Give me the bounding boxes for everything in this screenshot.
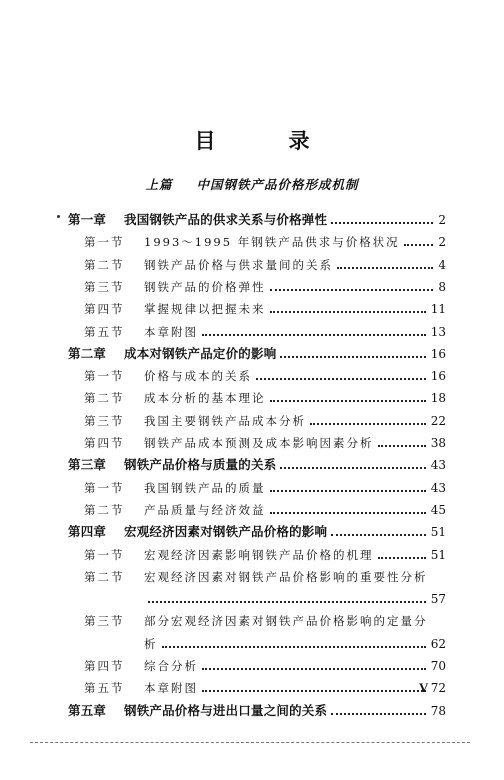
part-title: 中国钢铁产品价格形成机制 [196, 177, 359, 192]
part-label: 上篇 [145, 177, 173, 192]
toc-title: 我国钢铁产品的质量 [144, 480, 266, 495]
bottom-rule [30, 742, 470, 743]
toc-page-number: 8 [438, 279, 446, 294]
toc-number: 第一节 [84, 235, 125, 250]
toc-title: 价格与成本的关系 [144, 369, 252, 384]
toc-section-row[interactable] [84, 387, 446, 409]
toc-chapter-row[interactable] [68, 521, 446, 543]
toc-section-row[interactable] [84, 432, 446, 454]
toc-title: 部分宏观经济因素对钢铁产品价格影响的定量分 [144, 614, 428, 629]
toc-page-number: 57 [430, 592, 446, 607]
print-speck [57, 215, 60, 218]
toc-title: 成本分析的基本理论 [144, 391, 266, 406]
toc-leader-dots [280, 466, 425, 469]
toc-number: 第二章 [68, 345, 107, 361]
toc-title: 宏观经济因素对钢铁产品价格的影响 [124, 524, 328, 540]
toc-title: 我国主要钢铁产品成本分析 [144, 413, 306, 428]
toc-title: 1993～1995 年钢铁产品供求与价格状况 [144, 235, 400, 250]
toc-leader-dots [280, 355, 425, 358]
toc-section-row[interactable] [84, 321, 446, 343]
toc-leader-dots [202, 333, 426, 336]
toc-number: 第五节 [84, 324, 125, 339]
toc-number: 第五章 [68, 702, 107, 718]
toc-section-row[interactable] [84, 231, 446, 253]
toc-chapter-row[interactable] [68, 343, 446, 365]
toc-title: 宏观经济因素对钢铁产品价格影响的重要性分析 [144, 569, 428, 584]
toc-number: 第二节 [84, 257, 125, 272]
toc-number: 第一节 [84, 369, 125, 384]
toc-section-row[interactable] [84, 365, 446, 387]
toc-chapter-row[interactable] [68, 700, 446, 722]
toc-section-row[interactable] [84, 410, 446, 432]
toc-number: 第四章 [68, 524, 107, 540]
toc-title: 综合分析 [144, 659, 198, 673]
part-heading [0, 175, 504, 193]
toc-section-row[interactable] [84, 610, 446, 632]
toc-leader-dots [270, 511, 426, 514]
toc-section-row[interactable] [144, 588, 446, 610]
toc-page-number: 51 [430, 525, 446, 540]
toc-title: 钢铁产品成本预测及成本影响因素分析 [144, 436, 374, 450]
toc-number: 第四节 [84, 659, 125, 673]
toc-leader-dots [337, 266, 433, 269]
toc-page-number: 22 [430, 413, 446, 428]
toc-number: 第二节 [84, 502, 125, 517]
page-title: 目 录 [194, 128, 336, 153]
toc-leader-dots [404, 243, 434, 246]
toc-page-number: 11 [430, 302, 446, 317]
toc-number: 第四节 [84, 302, 125, 317]
toc-number: 第三节 [84, 614, 125, 629]
toc-section-row[interactable] [84, 566, 446, 588]
toc-number: 第三节 [84, 279, 125, 294]
toc-page-number: 51 [430, 547, 446, 562]
toc-leader-dots [270, 399, 426, 402]
toc-section-row[interactable] [84, 298, 446, 320]
toc-section-row[interactable] [84, 544, 446, 566]
toc-chapter-row[interactable] [68, 454, 446, 476]
toc-title: 本章附图 [144, 324, 198, 339]
toc-title: 掌握规律以把握未来 [144, 302, 266, 317]
toc-leader-dots [331, 533, 426, 536]
toc-page-number: 70 [430, 659, 446, 673]
toc-page-number: 62 [430, 636, 446, 651]
toc-page-number: 43 [430, 480, 446, 495]
toc-title: 钢铁产品价格与进出口量之间的关系 [124, 702, 328, 718]
toc-page-number: 4 [438, 257, 446, 272]
toc-leader-dots [148, 600, 426, 603]
toc-section-row[interactable] [84, 499, 446, 521]
toc-page-number: 16 [430, 369, 446, 384]
toc-section-row[interactable] [144, 633, 446, 655]
toc-number: 第一节 [84, 480, 125, 495]
toc-title: 钢铁产品价格与供求量间的关系 [144, 257, 333, 272]
toc-leader-dots [270, 310, 426, 313]
toc-title: 成本对钢铁产品定价的影响 [124, 345, 277, 361]
toc-page-number: 16 [430, 346, 446, 361]
toc-leader-dots [162, 645, 426, 648]
toc-leader-dots [202, 667, 426, 670]
toc-leader-dots [270, 489, 426, 492]
toc-number: 第二节 [84, 391, 125, 406]
toc-leader-dots [378, 444, 426, 447]
toc-section-row[interactable] [84, 254, 446, 276]
toc-title: 宏观经济因素影响钢铁产品价格的机理 [144, 547, 374, 562]
toc-title: 本章附图 [144, 681, 198, 696]
toc-number: 第五节 [84, 681, 125, 696]
toc-page-number: 38 [430, 436, 446, 450]
toc-title: 析 [144, 636, 158, 651]
toc-page-number: 43 [430, 458, 446, 473]
toc-leader-dots [331, 221, 433, 224]
toc-page-number: 45 [430, 502, 446, 517]
toc-leader-dots [331, 712, 426, 715]
toc-page-number: 78 [430, 703, 446, 718]
toc-page-number: 2 [438, 213, 446, 227]
toc-title: 产品质量与经济效益 [144, 502, 266, 517]
toc-page-number: 13 [430, 324, 446, 339]
toc-title: 钢铁产品价格与质量的关系 [124, 457, 277, 473]
toc-leader-dots [270, 288, 434, 291]
toc-page-number: 72 [430, 681, 446, 696]
toc-number: 第一章 [68, 212, 107, 227]
toc-number: 第三章 [68, 457, 107, 473]
page-folio: V [419, 680, 429, 695]
toc-number: 第三节 [84, 413, 125, 428]
toc-number: 第二节 [84, 569, 125, 584]
toc-section-row[interactable] [84, 477, 446, 499]
toc-title: 我国钢铁产品的供求关系与价格弹性 [124, 212, 328, 227]
toc-title: 钢铁产品的价格弹性 [144, 279, 266, 294]
toc-section-row[interactable] [84, 655, 446, 677]
toc-section-row[interactable] [84, 276, 446, 298]
toc-leader-dots [202, 689, 426, 692]
toc-leader-dots [256, 377, 426, 380]
toc-page-number: 18 [430, 391, 446, 406]
toc-chapter-row[interactable] [68, 209, 446, 231]
toc-section-row[interactable] [84, 677, 446, 699]
toc-leader-dots [310, 422, 426, 425]
toc-number: 第四节 [84, 436, 125, 450]
toc-page-number: 2 [438, 235, 446, 250]
toc-leader-dots [378, 556, 426, 559]
toc-number: 第一节 [84, 547, 125, 562]
